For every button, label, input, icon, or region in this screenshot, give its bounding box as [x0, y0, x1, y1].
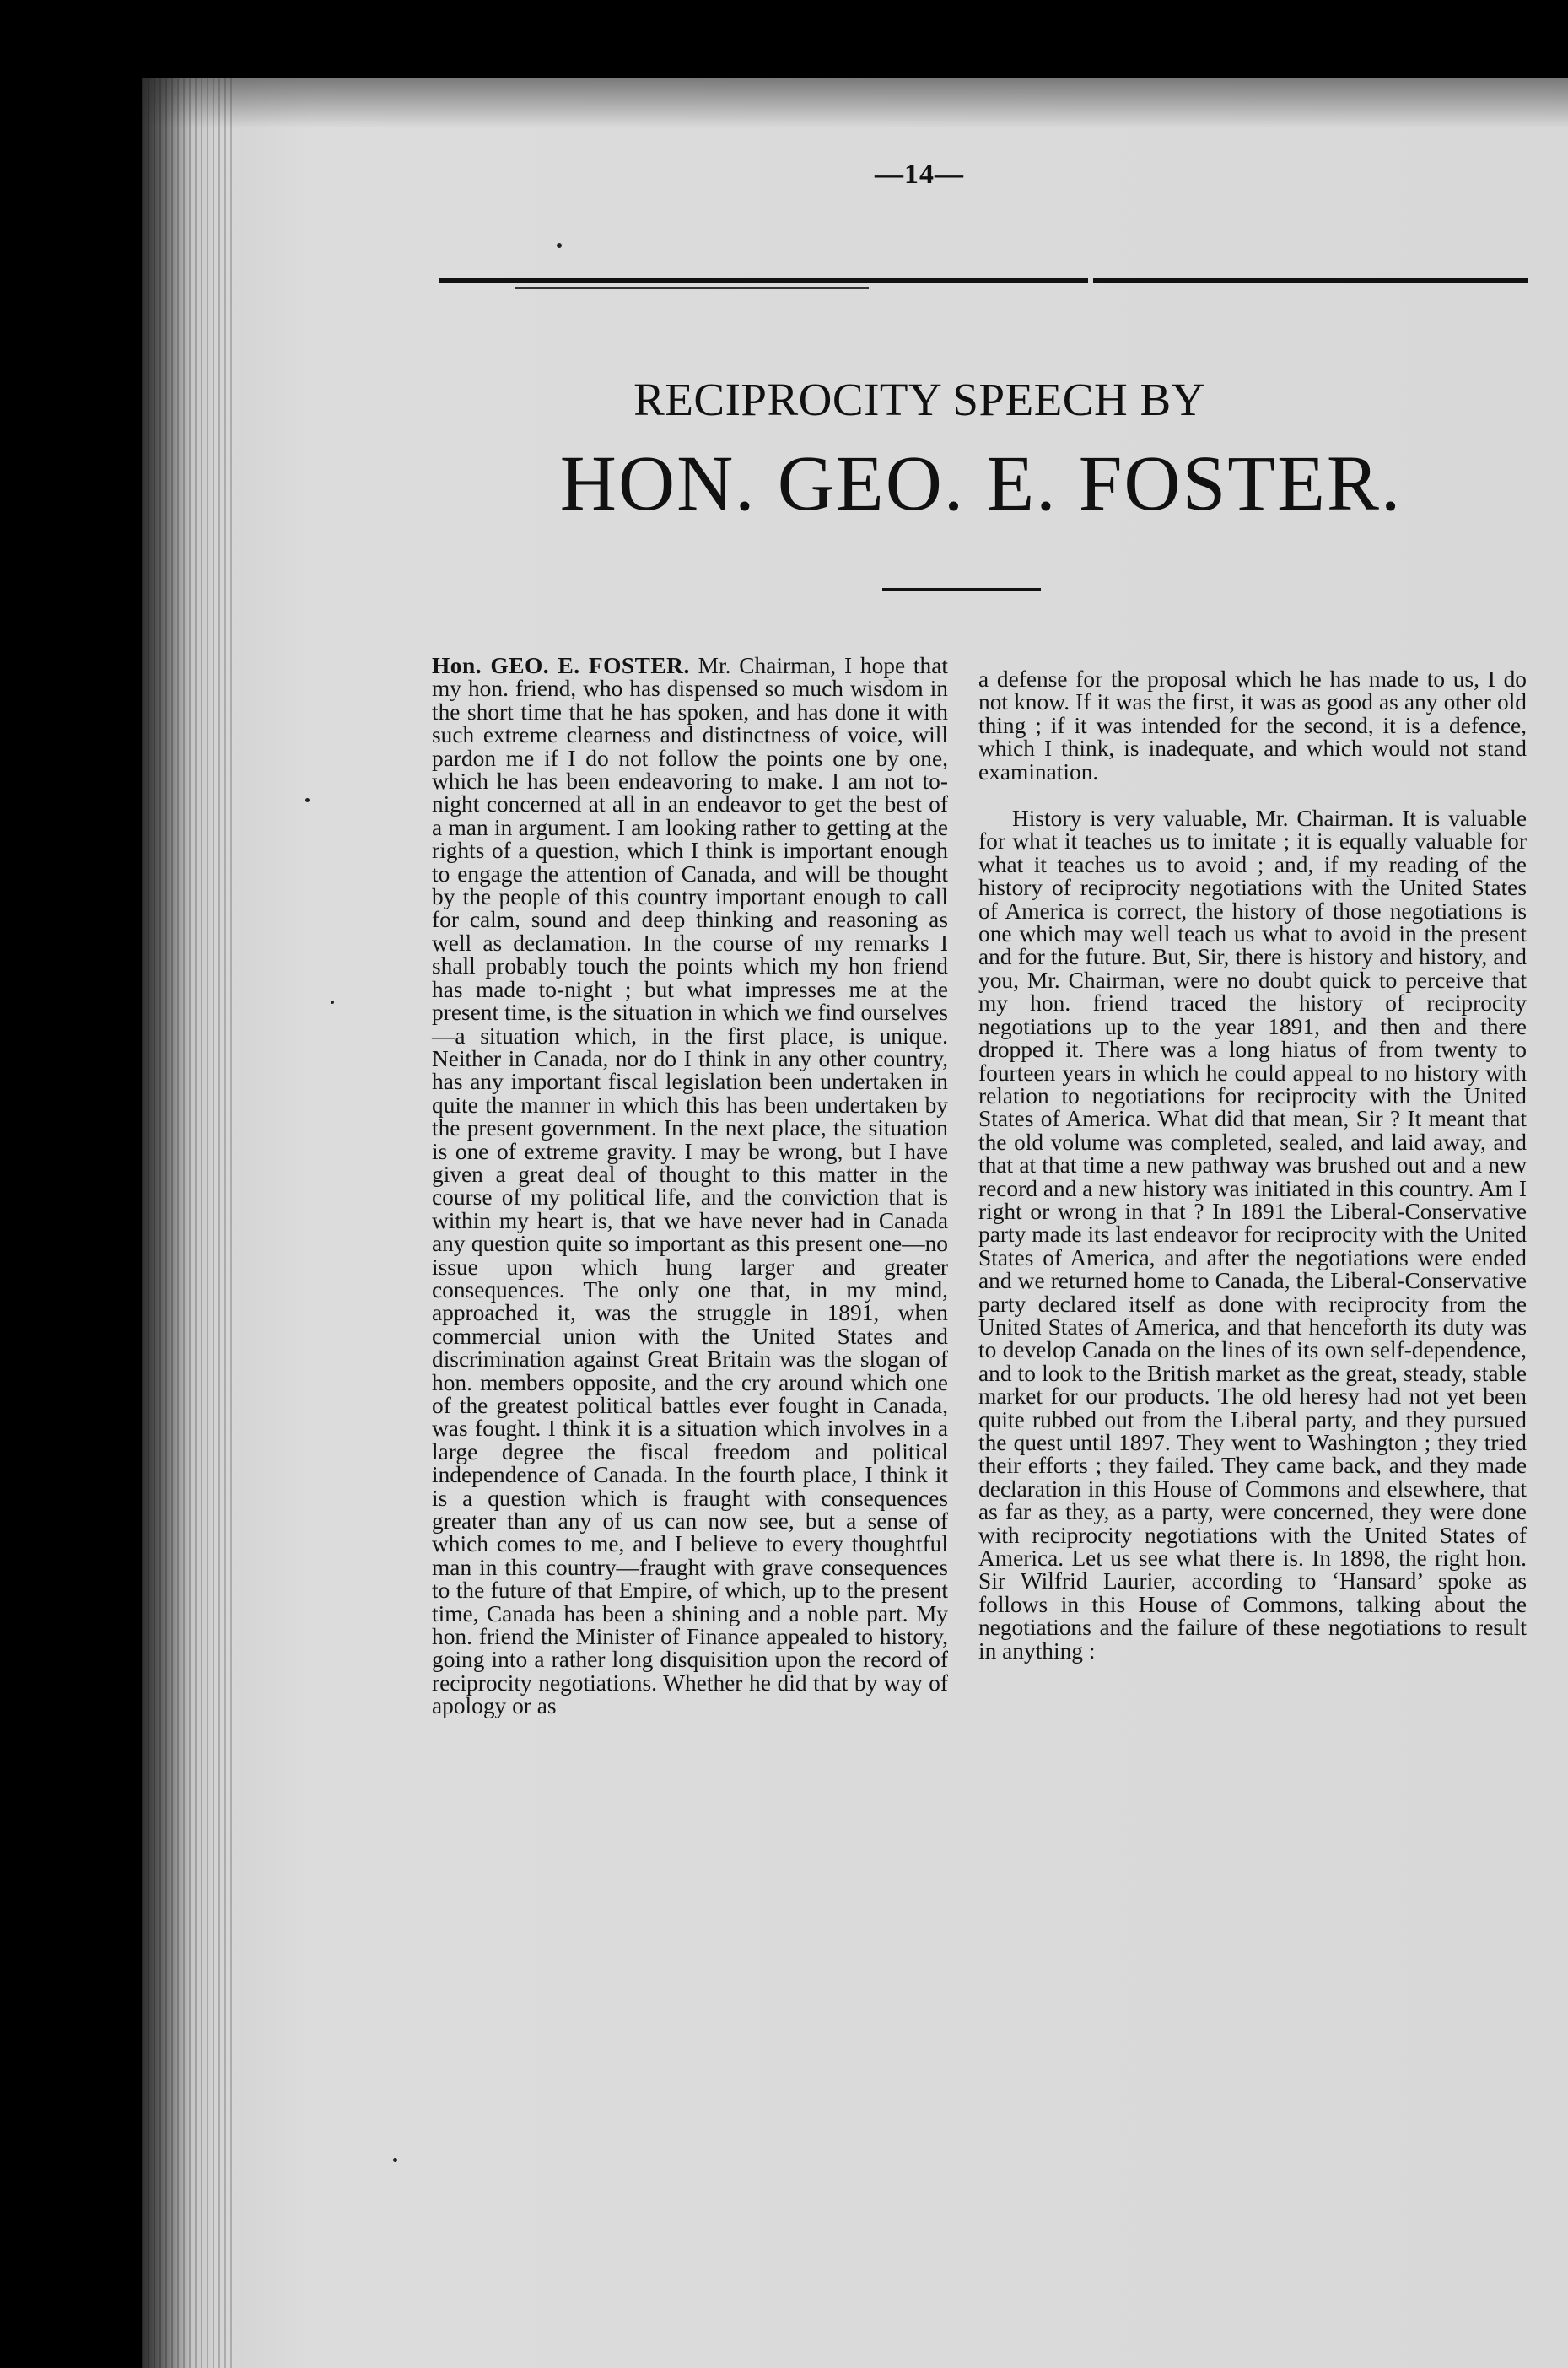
right-paragraph-1: a defense for the proposal which he has made to us, I do not know. If it was the first, it was as good as any other old thing ; if it was intended for the second, it is a defence, which I think, is inadequate, and which would not stand examination.: [978, 666, 1527, 785]
scan-speck: [393, 2158, 397, 2162]
title-divider: [882, 588, 1041, 591]
scan-speck: [305, 798, 310, 802]
header-rule-left: [439, 278, 1088, 283]
header-rule-right: [1093, 278, 1528, 283]
speaker-name: Hon. GEO. E. FOSTER.: [432, 653, 690, 678]
left-column: [432, 655, 948, 1718]
page-number: —14—: [875, 159, 964, 190]
scan-speck: [557, 243, 562, 248]
left-paragraph-text: Mr. Chairman, I hope that my hon. friend, who has dispensed so much wisdom in the short time that he has spoken, and has done it with such extreme clearness and distinctness of voice, will pardon me if I do not follow the points one by one, which he has been endeavoring to make. I am not to-night concerned at all in an endeavor to get the best of a man in argument. I am looking rather to getting at the rights of a question, which I think is important enough to engage the attention of Canada, and will be thought by the people of this country important enough to call for calm, sound and deep thinking and reasoning as well as declamation. In the course of my remarks I shall probably touch the points which my hon friend has made to-night ; but what impresses me at the present time, is the situation in which we find ourselves—a situation which, in the first place, is unique. Neither in Canada, nor do I think in any other country, has any important fiscal legislation been undertaken in quite the manner in which this has been undertaken by the present government. In the next place, the situation is one of extreme gravity. I may be wrong, but I have given a great deal of thought to this matter in the course of my political life, and the conviction that is within my heart is, that we have never had in Canada any question quite so important as this present one—no issue upon which hung larger and greater consequences. The only one that, in my mind, approached it, was the struggle in 1891, when commercial union with the United States and discrimination against Great Britain was the slogan of hon. members opposite, and the cry around which one of the greatest political battles ever fought in Canada, was fought. I think it is a situation which involves in a large degree the fiscal freedom and political independence of Canada. In the fourth place, I think it is a question which is fraught with consequences greater than any of us can now see, but a sense of which comes to me, and I believe to every thoughtful man in this country—fraught with grave consequences to the future of that Empire, of which, up to the present time, Canada has been a shining and a noble part. My hon. friend the Minister of Finance appealed to history, going into a rather long disquisition upon the record of reciprocity negotiations. Whether he did that by way of apology or as: [432, 653, 949, 1719]
page-title: HON. GEO. E. FOSTER.: [559, 440, 1403, 527]
left-paragraph: [432, 655, 948, 1718]
scan-speck: [331, 1001, 334, 1004]
page-subtitle: RECIPROCITY SPEECH BY: [633, 374, 1205, 425]
page-edge-lines: [142, 78, 234, 2368]
header-rule-thin: [515, 287, 869, 289]
right-column: [978, 668, 1527, 1663]
right-paragraph-2: History is very valuable, Mr. Chairman. It is valuable for what it teaches us to imitate ; it is equally valuable for what it teaches us to avoid ; and, if my reading of the history of reciprocity negotiations with the United States of America is correct, the history of those negotiations is one which may well teach us what to avoid in the present and for the future. But, Sir, there is history and history, and you, Mr. Chairman, were no doubt quick to perceive that my hon. friend traced the history of reciprocity negotiations up to the year 1891, and then and there dropped it. There was a long hiatus of from twenty to fourteen years in which he could appeal to no history with relation to negotiations for reciprocity with the United States of America. What did that mean, Sir ? It meant that the old volume was completed, sealed, and laid away, and that at that time a new pathway was brushed out and a new record and a new history was initiated in this country. Am I right or wrong in that ? In 1891 the Liberal-Conservative party made its last endeavor for reciprocity with the United States of America, and after the negotiations were ended and we returned home to Canada, the Liberal-Conservative party declared itself as done with reciprocity from the United States of America, and that henceforth its duty was to develop Canada on the lines of its own self-dependence, and to look to the British market as the great, steady, stable market for our products. The old heresy had not yet been quite rubbed out from the Liberal party, and they pursued the quest until 1897. They went to Washington ; they tried their efforts ; they failed. They came back, and they made declaration in this House of Commons and elsewhere, that as far as they, as a party, were concerned, they were done with reciprocity negotiations with the United States of America. Let us see what there is. In 1898, the right hon. Sir Wilfrid Laurier, according to ‘Hansard’ spoke as follows in this House of Commons, talking about the negotiations and the failure of these negotiations to result in anything :: [978, 806, 1527, 1664]
page-top-shadow: [142, 78, 1568, 128]
